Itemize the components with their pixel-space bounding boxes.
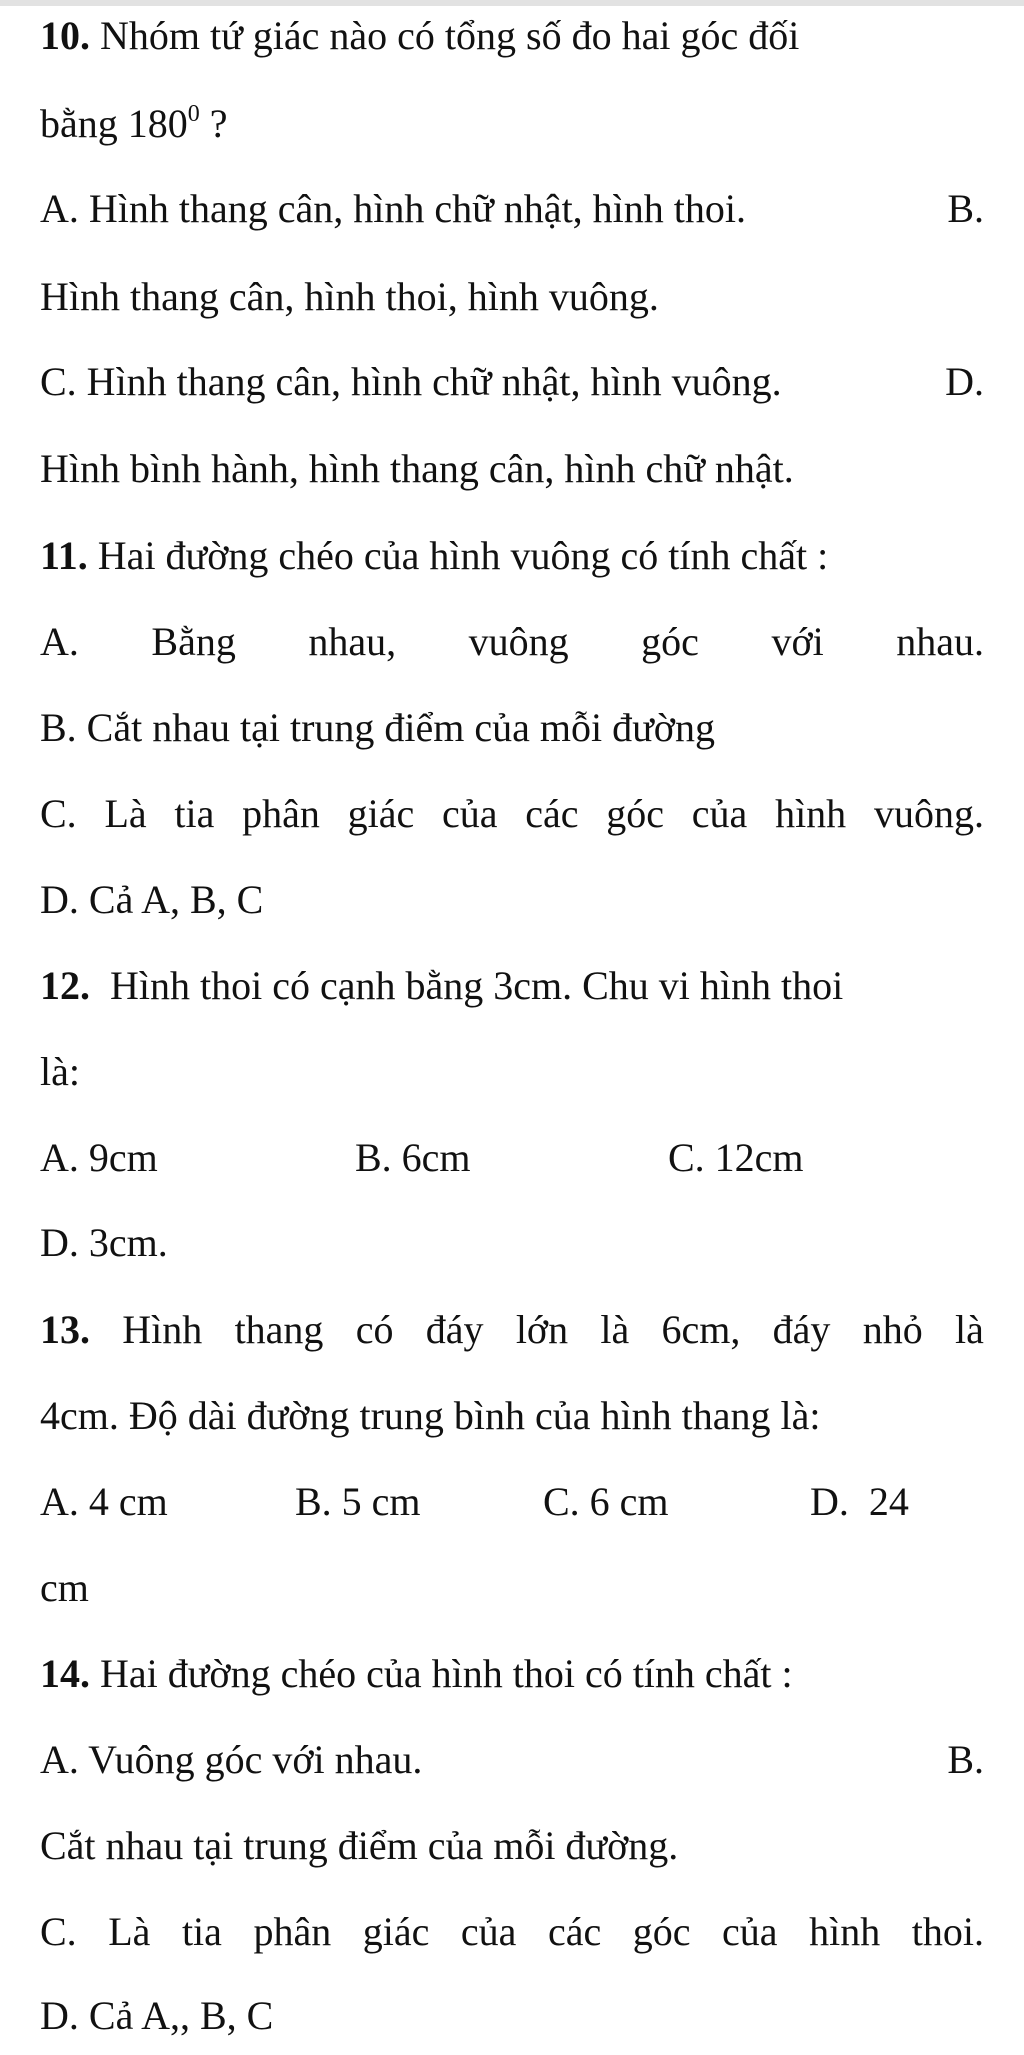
q11-option-c[interactable] [40, 790, 984, 838]
q10-text-line1: Nhóm tứ giác nào có tổng số đo hai góc đối [90, 13, 800, 58]
q11-a-word: vuông [468, 619, 569, 664]
q14-option-c[interactable] [40, 1908, 984, 1956]
q13-word: lớn [515, 1307, 569, 1352]
q11-a-word: với [771, 619, 824, 664]
q12-option-b[interactable]: B. 6cm [355, 1135, 471, 1180]
q10-option-c[interactable]: C. Hình thang cân, hình chữ nhật, hình vuông. [40, 359, 782, 404]
q14-c-word: phân [253, 1909, 332, 1954]
q14-c-word: Là [108, 1909, 151, 1954]
q14-c-word: thoi. [911, 1909, 984, 1954]
q13-word: có [355, 1307, 394, 1352]
q13-option-a[interactable]: A. 4 cm [40, 1479, 168, 1524]
q14-c-word: hình [809, 1909, 881, 1954]
q11-c-word: giác [347, 791, 415, 836]
q11-c-word: của [442, 791, 498, 836]
q11-c-word: hình [775, 791, 847, 836]
q14-c-word: của [722, 1909, 778, 1954]
q14-option-b-text[interactable]: Cắt nhau tại trung điểm của mỗi đường. [40, 1823, 679, 1868]
q12-option-c[interactable]: C. 12cm [668, 1135, 804, 1180]
q13-word: nhỏ [862, 1307, 923, 1352]
q11-title [40, 532, 828, 580]
q10-option-c-row [40, 358, 984, 406]
q10-text-pre: bằng 180 [40, 101, 188, 146]
q13-option-b[interactable]: B. 5 cm [295, 1479, 421, 1524]
q11-option-b[interactable]: B. Cắt nhau tại trung điểm của mỗi đường [40, 705, 715, 750]
q14-option-a-row [40, 1736, 984, 1784]
q11-a-word: Bằng [151, 619, 236, 664]
q13-word: đáy [425, 1307, 484, 1352]
q14-title [40, 1650, 793, 1698]
q11-text: Hai đường chéo của hình vuông có tính chất : [87, 533, 829, 578]
q10-degree-sup: 0 [187, 101, 200, 127]
q10-option-d-text[interactable]: Hình bình hành, hình thang cân, hình chữ nhật. [40, 446, 794, 491]
q10-option-d-label[interactable]: D. [945, 359, 984, 404]
q11-option-a[interactable] [40, 618, 984, 666]
q10-title [40, 12, 799, 60]
q12-number: 12. [40, 963, 90, 1008]
q14-c-word: các [547, 1909, 602, 1954]
q10-option-a[interactable]: A. Hình thang cân, hình chữ nhật, hình thoi. [40, 186, 747, 231]
q14-text: Hai đường chéo của hình thoi có tính chất : [90, 1651, 793, 1696]
q14-c-word: giác [362, 1909, 430, 1954]
q11-number: 11. [40, 533, 88, 578]
q14-c-word: của [460, 1909, 517, 1954]
q14-option-a[interactable]: A. Vuông góc với nhau. [40, 1737, 423, 1782]
q11-c-word: phân [242, 791, 320, 836]
q14-option-d[interactable]: D. Cả A,, B, C [40, 1993, 274, 2038]
q14-number: 14. [40, 1651, 90, 1696]
q10-text-post: ? [199, 101, 228, 146]
q10-option-a-row [40, 185, 984, 233]
q13-option-c[interactable]: C. 6 cm [543, 1479, 669, 1524]
q14-c-word: góc [632, 1909, 691, 1954]
q10-number: 10. [40, 13, 90, 58]
q11-a-word: nhau, [308, 619, 397, 664]
q12-title [40, 962, 843, 1010]
q13-word: thang [234, 1307, 324, 1352]
q11-c-word: của [691, 791, 748, 836]
q14-option-b-label[interactable]: B. [947, 1737, 984, 1782]
q14-c-word: C. [40, 1909, 77, 1954]
q12-text-line2: là: [40, 1049, 80, 1094]
q14-c-word: tia [181, 1909, 222, 1954]
q13-option-d-continued[interactable]: cm [40, 1565, 89, 1610]
q10-option-b-label[interactable]: B. [947, 186, 984, 231]
q11-a-word: góc [641, 619, 699, 664]
q11-a-word: A. [40, 619, 79, 664]
q13-text-line2: 4cm. Độ dài đường trung bình của hình thang là: [40, 1393, 821, 1438]
q11-c-word: vuông. [873, 791, 984, 836]
q11-c-word: C. [40, 791, 77, 836]
q13-number: 13. [40, 1307, 90, 1352]
q13-word: là [600, 1307, 630, 1352]
q11-c-word: góc [606, 791, 665, 836]
q11-c-word: các [525, 791, 579, 836]
q12-option-a[interactable]: A. 9cm [40, 1135, 158, 1180]
q13-word: là [955, 1307, 984, 1352]
q10-option-b-text[interactable]: Hình thang cân, hình thoi, hình vuông. [40, 274, 659, 319]
q12-option-d[interactable]: D. 3cm. [40, 1220, 168, 1265]
q10-text-line2 [40, 100, 228, 148]
q13-word: đáy [772, 1307, 831, 1352]
q11-option-d[interactable]: D. Cả A, B, C [40, 877, 264, 922]
q13-word: 6cm, [661, 1307, 741, 1352]
q11-c-word: tia [174, 791, 215, 836]
top-divider [0, 0, 1024, 6]
q13-title [40, 1306, 984, 1354]
q12-text-line1: Hình thoi có cạnh bằng 3cm. Chu vi hình thoi [90, 963, 844, 1008]
q13-word: Hình [122, 1307, 203, 1352]
q11-a-word: nhau. [896, 619, 984, 664]
q13-option-d[interactable]: D. 24 [810, 1479, 909, 1524]
q11-c-word: Là [104, 791, 147, 836]
